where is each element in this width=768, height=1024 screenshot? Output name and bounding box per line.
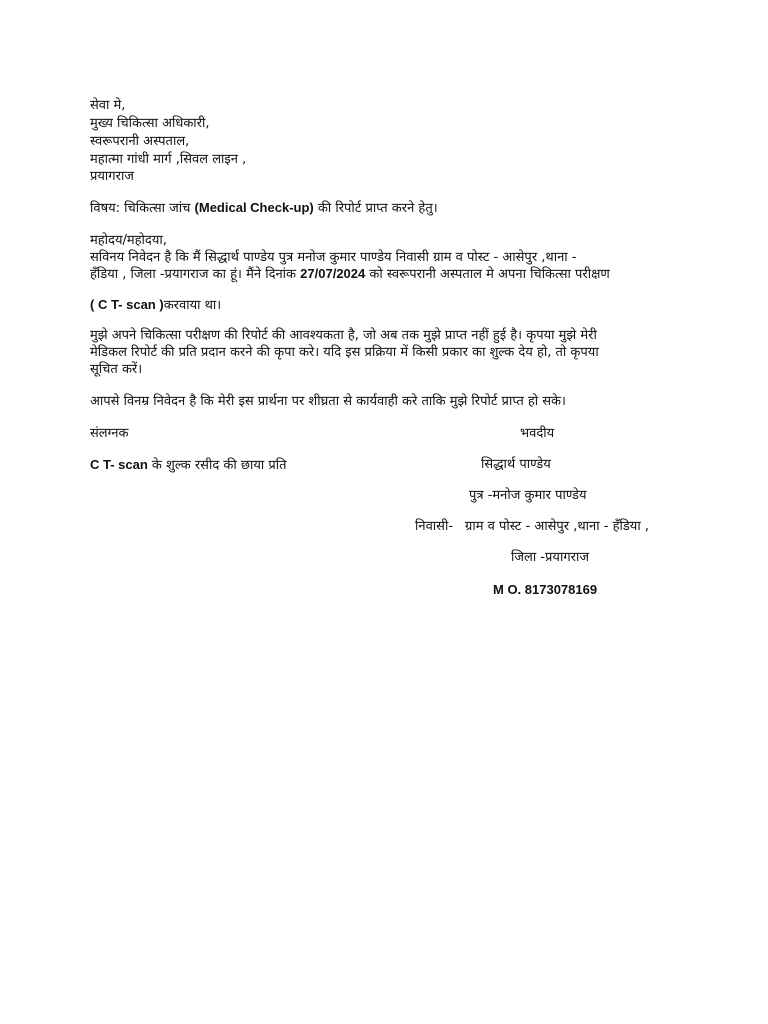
sender-district: जिला -प्रयागराज [511, 550, 589, 565]
para1-line-3 [90, 297, 221, 314]
para1-line-3-rest: करवाया था। [163, 298, 222, 313]
para1-line-2-pre: हँडिया , जिला -प्रयागराज का हूं। मैंने दिनांक [90, 267, 301, 282]
salutation: महोदय/महोदया, [90, 233, 167, 248]
subject-suffix: की रिपोर्ट प्राप्त करने हेतु। [313, 201, 438, 216]
residence-label: निवासी- [415, 519, 454, 534]
sender-parent: पुत्र -मनोज कुमार पाण्डेय [469, 488, 587, 503]
para1-date: 27/07/2024 [300, 266, 366, 281]
sender-residence [415, 519, 649, 535]
enclosure-item [90, 457, 287, 474]
sender-name: सिद्धार्थ पाण्डेय [481, 457, 551, 472]
para3: आपसे विनम्र निवेदन है कि मेरी इस प्रार्थना पर शीघ्रता से कार्यवाही करे ताकि मुझे रिपोर्ट प्राप्त हो सके। [90, 394, 566, 409]
closing: भवदीय [520, 426, 555, 441]
para1-line-1: सविनय निवेदन है कि मैं सिद्धार्थ पाण्डेय पुत्र मनोज कुमार पाण्डेय निवासी ग्राम व पोस्ट - आसेपुर ,थाना - [90, 250, 577, 265]
subject-prefix: विषय: चिकित्सा जांच [90, 201, 195, 216]
para2-line-3: सूचित करें। [90, 362, 143, 377]
para1-line-2-post: को स्वरूपरानी अस्पताल मे अपना चिकित्सा परीक्षण [365, 267, 610, 282]
address-line-2: मुख्य चिकित्सा अधिकारी, [90, 116, 210, 131]
address-line-4: महात्मा गांधी मार्ग ,सिवल लाइन , [90, 152, 247, 167]
enclosure-item-rest: के शुल्क रसीद की छाया प्रति [147, 458, 287, 473]
para2-line-1: मुझे अपने चिकित्सा परीक्षण की रिपोर्ट की आवश्यकता है, जो अब तक मुझे प्राप्त नहीं हुई है। कृपया मुझे मेरी [90, 328, 597, 343]
address-line-5: प्रयागराज [90, 169, 134, 184]
enclosure-label: संलग्नक [90, 426, 129, 441]
subject-line [90, 200, 438, 217]
residence-value: ग्राम व पोस्ट - आसेपुर ,थाना - हँडिया , [465, 519, 649, 534]
para1-line-2 [90, 266, 610, 283]
sender-mobile: M O. 8173078169 [493, 582, 598, 597]
enclosure-item-bold: C T- scan [90, 457, 148, 472]
address-line-1: सेवा मे, [90, 98, 126, 113]
subject-bold: (Medical Check-up) [194, 200, 314, 215]
para2-line-2: मेडिकल रिपोर्ट की प्रति प्रदान करने की कृपा करे। यदि इस प्रक्रिया में किसी प्रकार का शुल्क देय हो, तो कृपया [90, 345, 599, 360]
address-line-3: स्वरूपरानी अस्पताल, [90, 134, 190, 149]
ct-scan-label: ( C T- scan ) [90, 297, 164, 312]
